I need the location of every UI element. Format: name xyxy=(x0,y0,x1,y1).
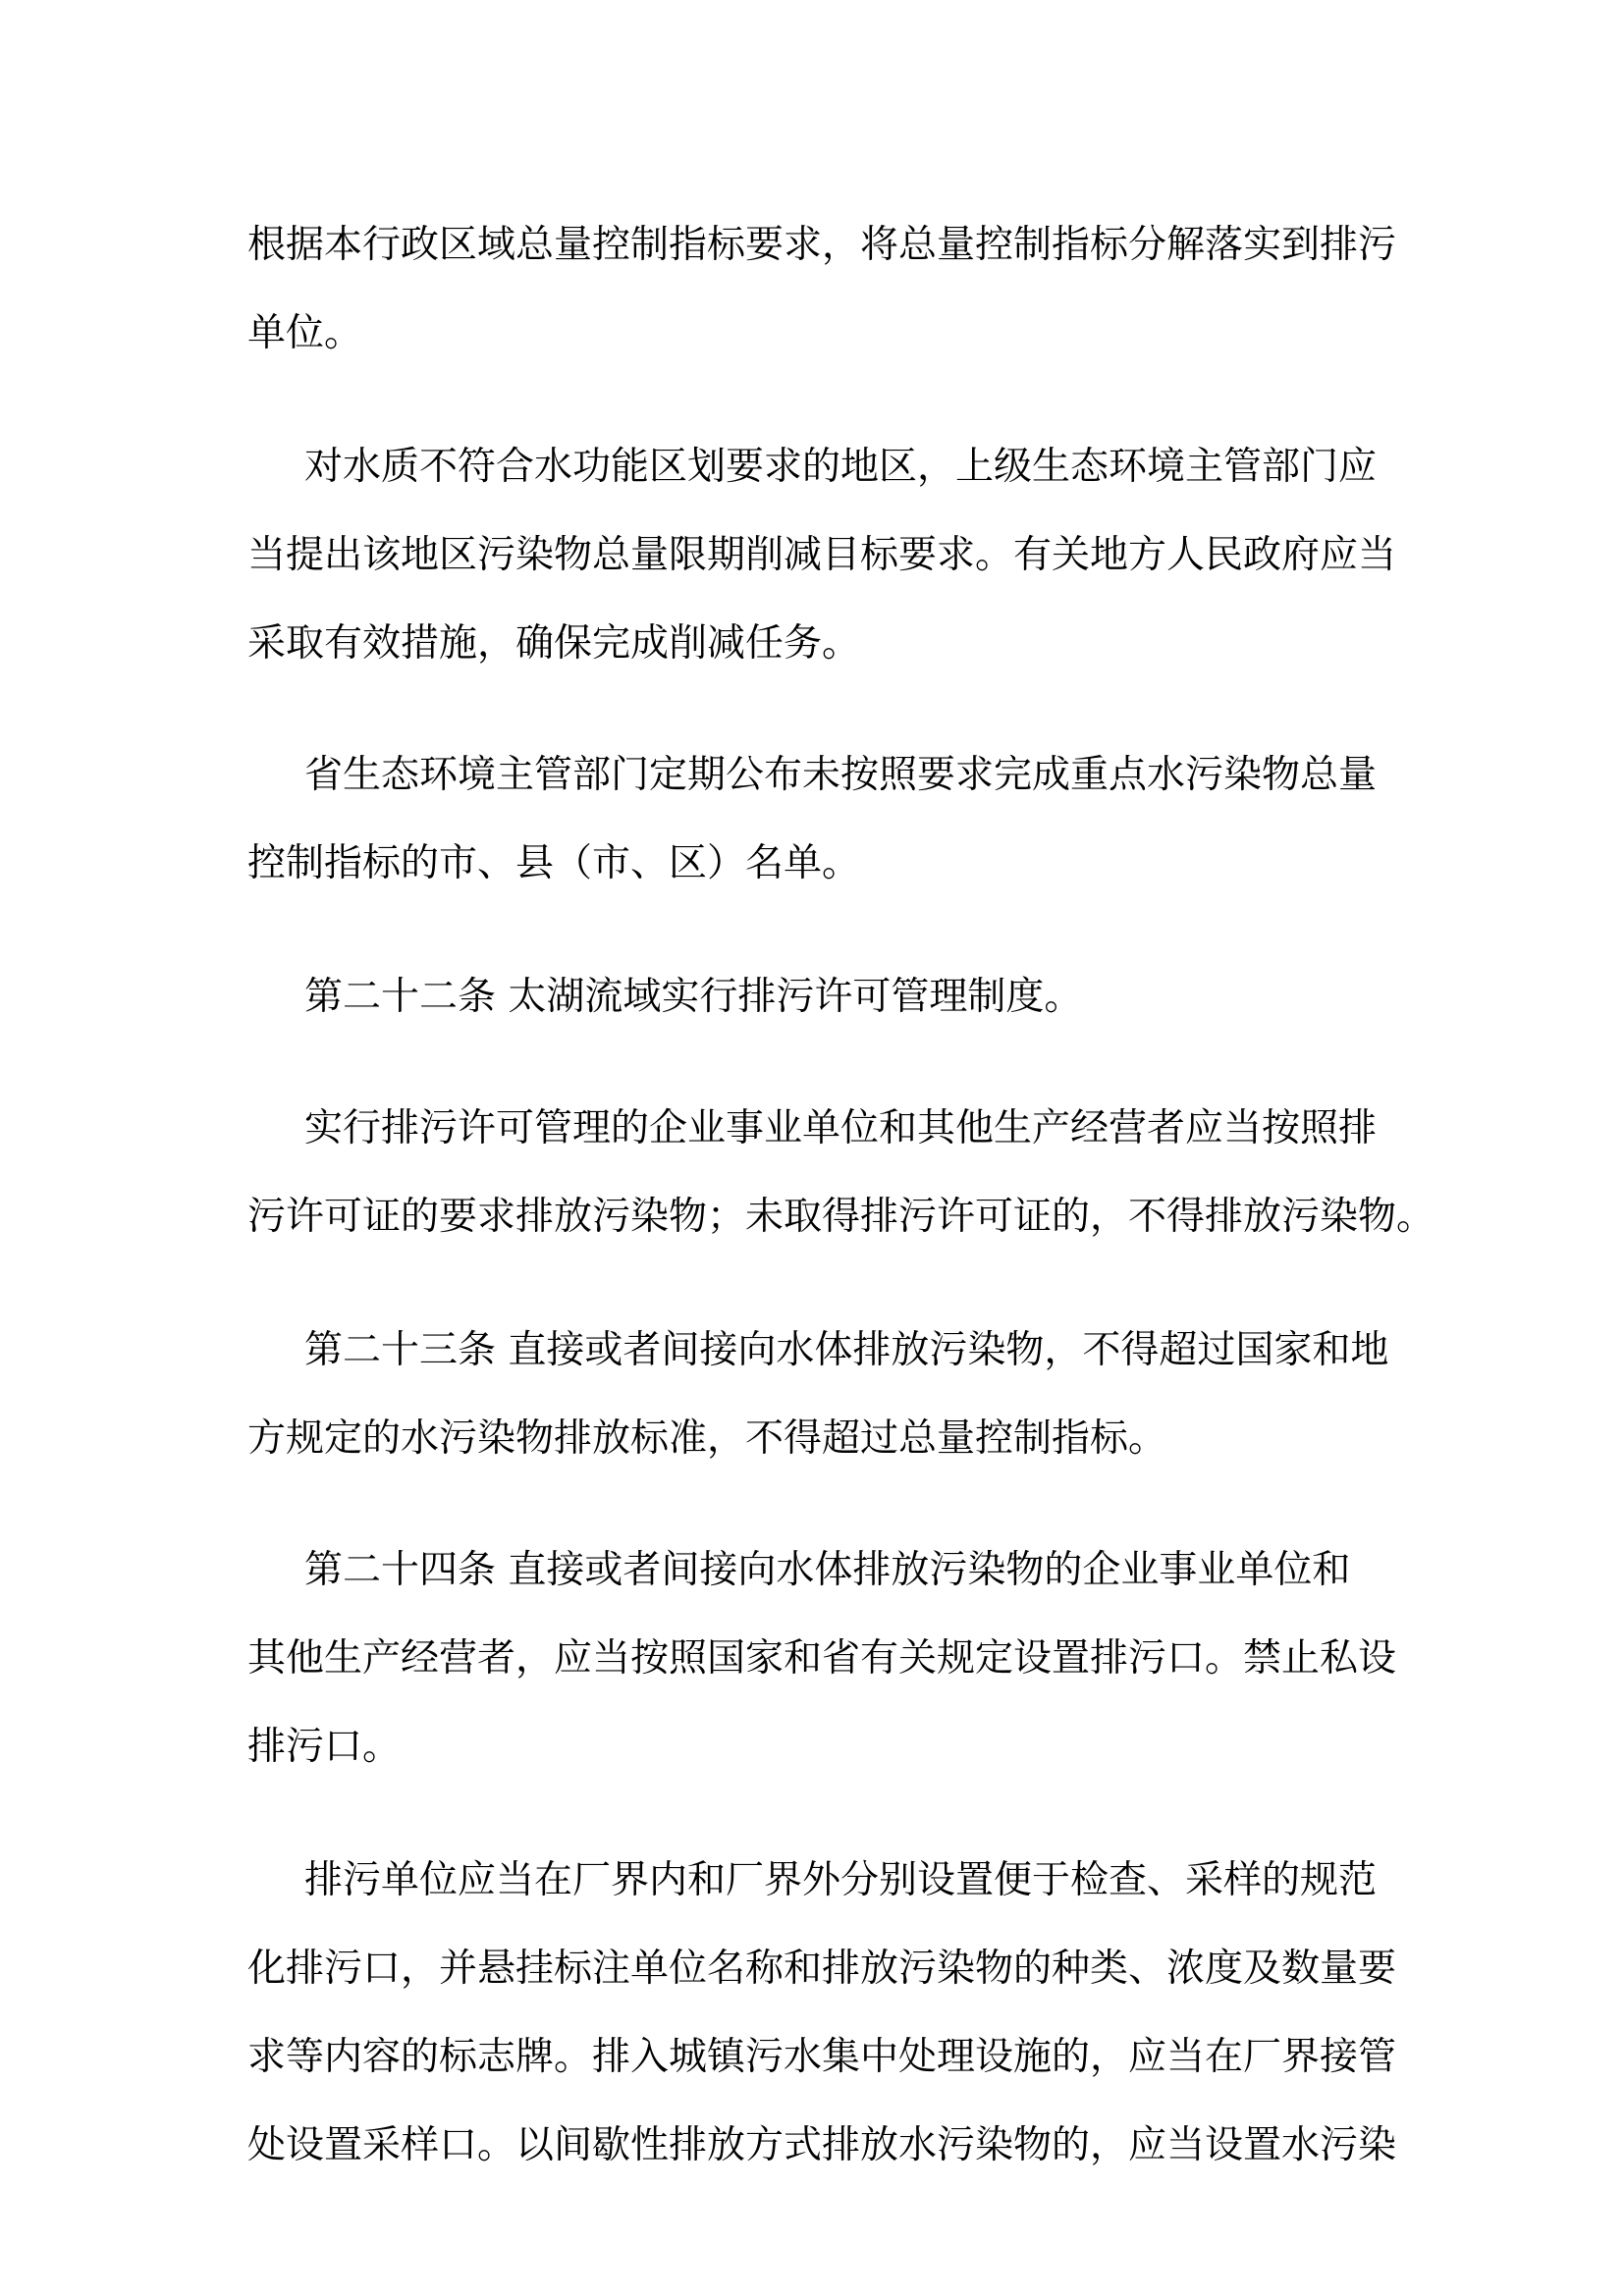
text-line: 单位。 xyxy=(247,311,363,355)
text-line: 省生态环境主管部门定期公布未按照要求完成重点水污染物总量 xyxy=(304,753,1378,797)
article-heading-line: 第二十三条 直接或者间接向水体排放污染物，不得超过国家和地 xyxy=(304,1328,1389,1372)
text-line: 当提出该地区污染物总量限期削减目标要求。有关地方人民政府应当 xyxy=(247,533,1397,577)
text-line: 化排污口，并悬挂标注单位名称和排放污染物的种类、浓度及数量要 xyxy=(247,1947,1397,1991)
text-line: 控制指标的市、县（市、区）名单。 xyxy=(247,841,861,885)
text-line: 排污口。 xyxy=(247,1725,402,1769)
text-line: 其他生产经营者，应当按照国家和省有关规定设置排污口。禁止私设 xyxy=(247,1636,1397,1681)
text-line: 污许可证的要求排放污染物；未取得排污许可证的，不得排放污染物。 xyxy=(247,1195,1435,1239)
text-line: 排污单位应当在厂界内和厂界外分别设置便于检查、采样的规范 xyxy=(304,1858,1378,1902)
article-heading-line: 第二十四条 直接或者间接向水体排放污染物的企业事业单位和 xyxy=(304,1548,1351,1592)
text-line: 采取有效措施，确保完成削减任务。 xyxy=(247,621,861,666)
text-line: 对水质不符合水功能区划要求的地区，上级生态环境主管部门应 xyxy=(304,445,1378,489)
text-line: 实行排污许可管理的企业事业单位和其他生产经营者应当按照排 xyxy=(304,1106,1378,1150)
text-line: 根据本行政区域总量控制指标要求，将总量控制指标分解落实到排污 xyxy=(247,223,1397,267)
text-line: 求等内容的标志牌。排入城镇污水集中处理设施的，应当在厂界接管 xyxy=(247,2035,1397,2079)
text-line: 方规定的水污染物排放标准，不得超过总量控制指标。 xyxy=(247,1416,1167,1461)
article-heading-line: 第二十二条 太湖流域实行排污许可管理制度。 xyxy=(304,975,1083,1019)
text-line: 处设置采样口。以间歇性排放方式排放水污染物的，应当设置水污染 xyxy=(247,2123,1397,2167)
